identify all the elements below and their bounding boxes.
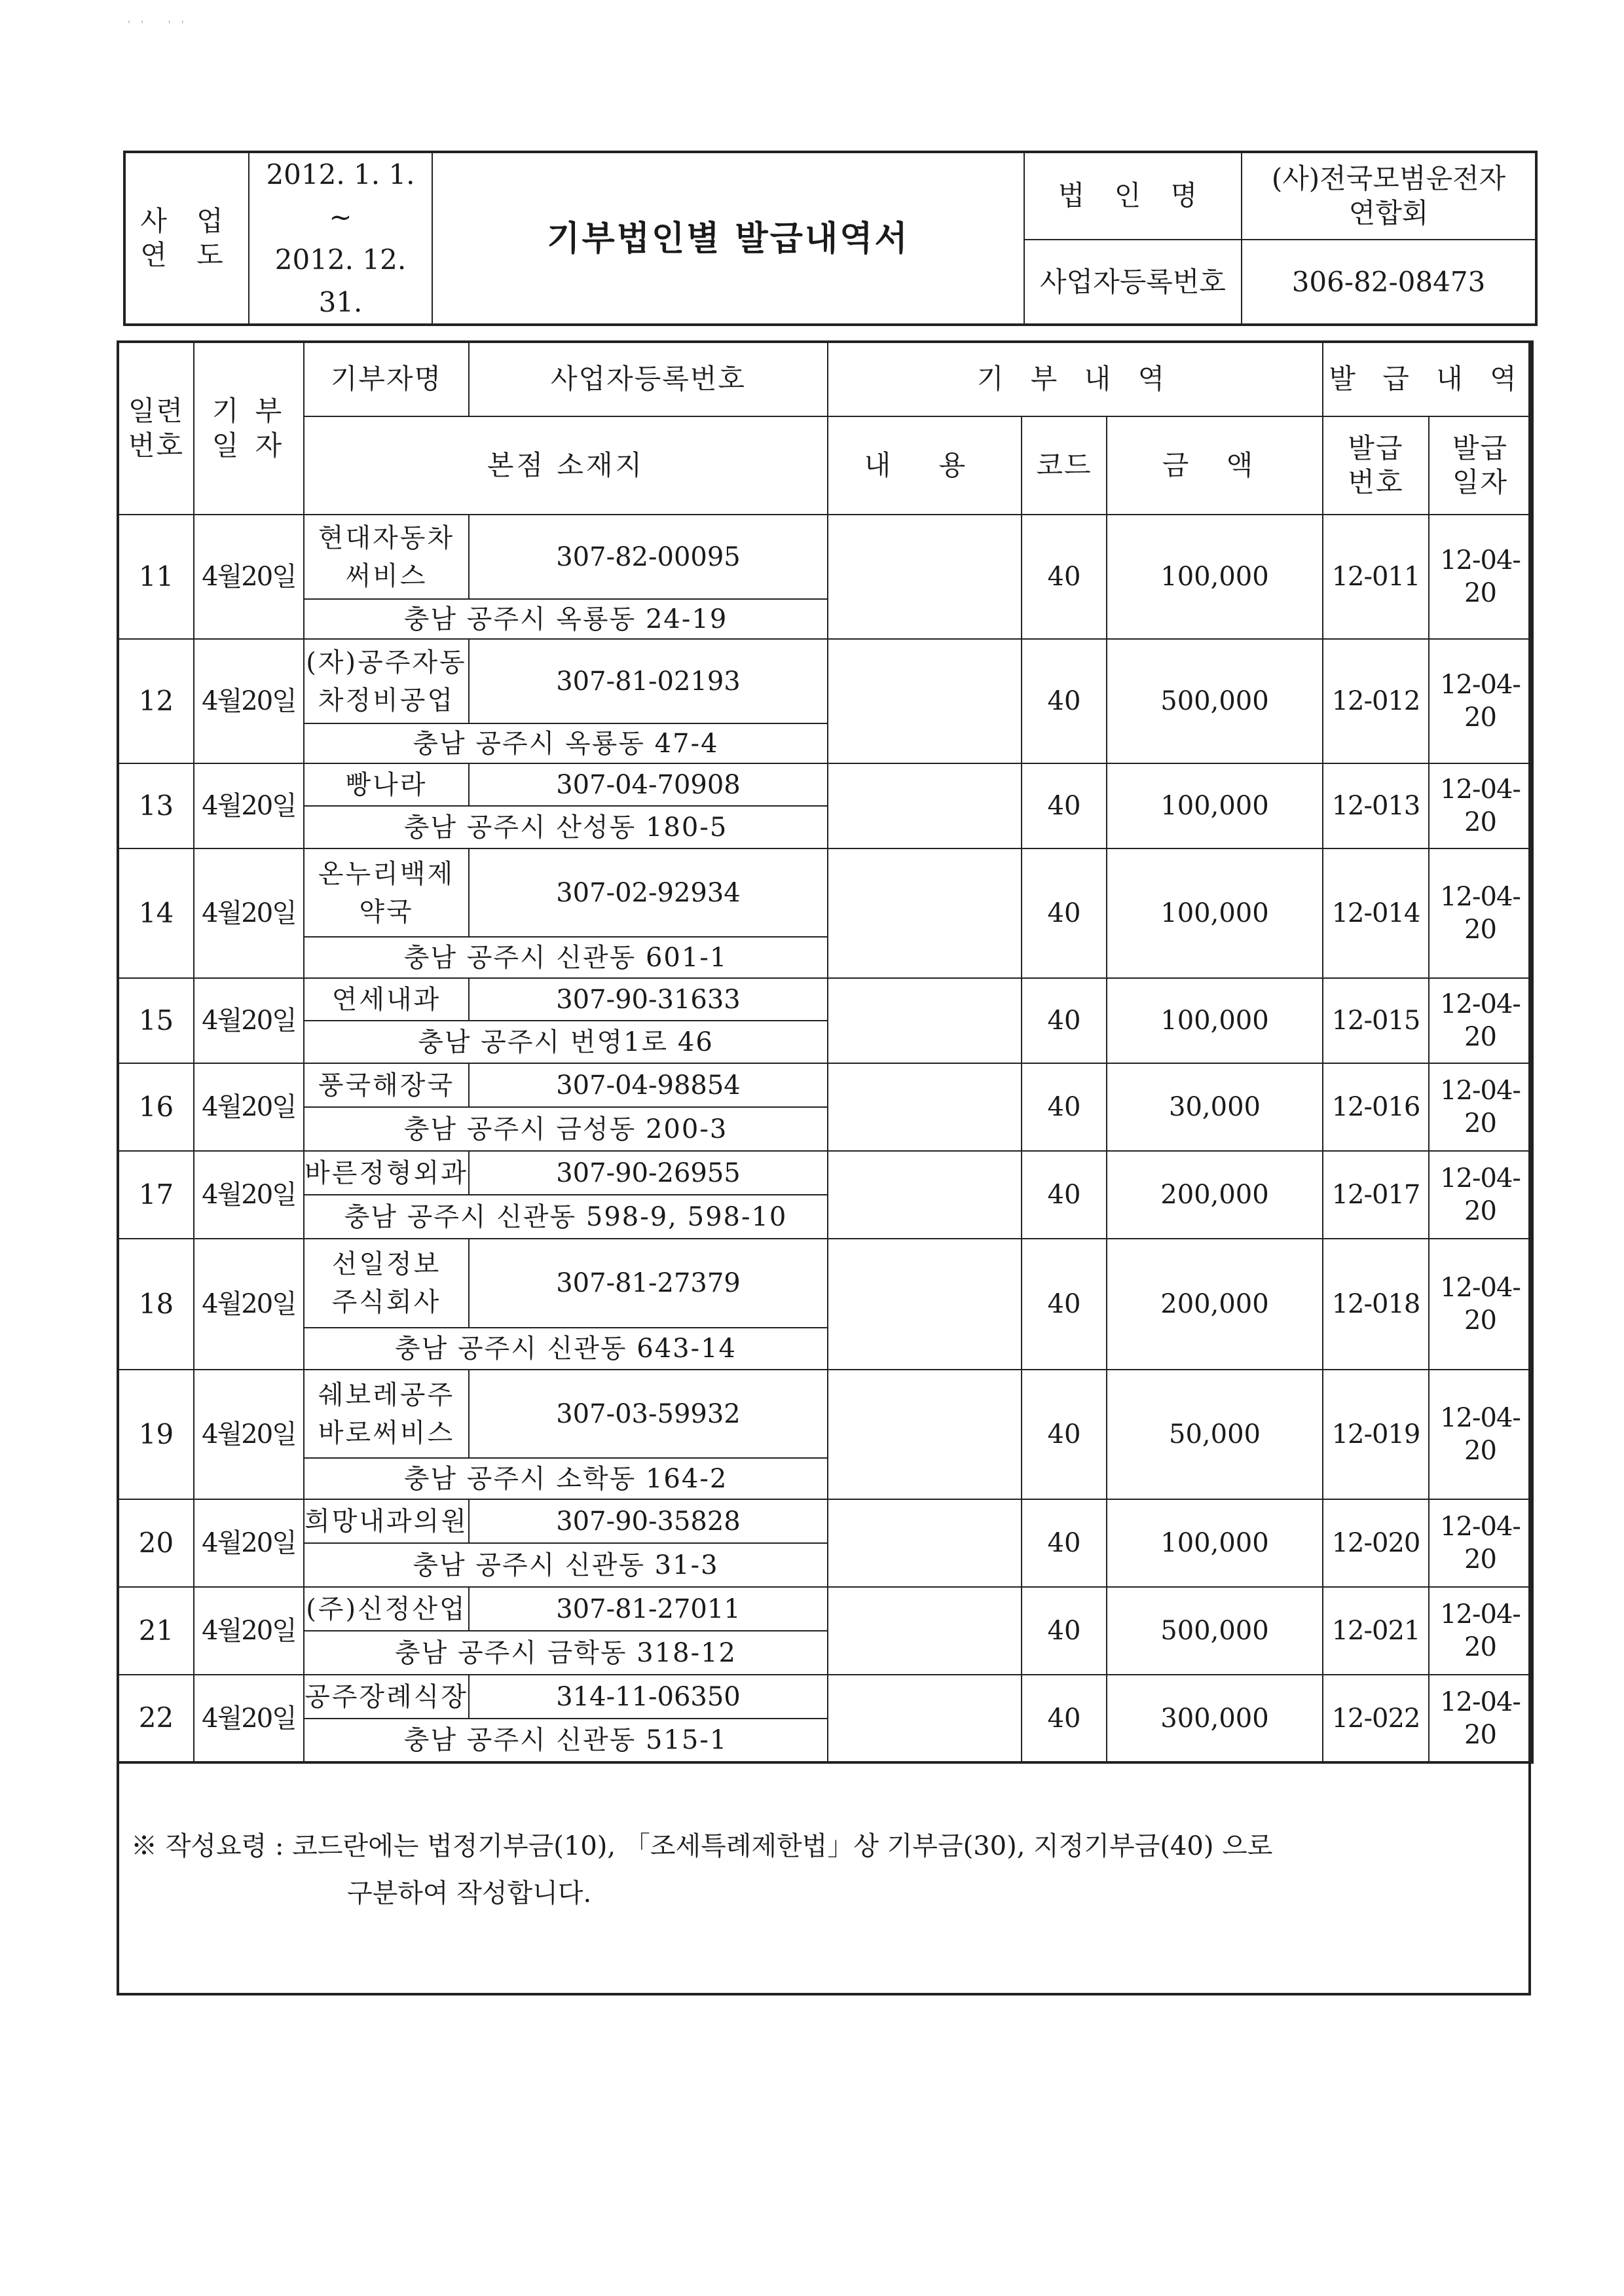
row-date: 4월20일 bbox=[194, 1063, 304, 1151]
table-row bbox=[118, 515, 1532, 599]
period-label: 사 업 연 도 bbox=[124, 152, 249, 325]
row-code: 40 bbox=[1022, 1675, 1107, 1762]
corp-name-value: (사)전국모범운전자 연합회 bbox=[1242, 152, 1536, 240]
row-reg-no: 307-90-26955 bbox=[469, 1151, 828, 1195]
row-address: 충남 공주시 옥룡동 24-19 bbox=[304, 599, 828, 639]
row-date: 4월20일 bbox=[194, 763, 304, 848]
corp-name-label: 법 인 명 bbox=[1024, 152, 1242, 240]
row-issue-date: 12-04-20 bbox=[1429, 1587, 1532, 1675]
row-content bbox=[828, 1587, 1022, 1675]
row-amount: 200,000 bbox=[1107, 1239, 1323, 1370]
issuance-table bbox=[117, 340, 1534, 1764]
row-issue-date: 12-04-20 bbox=[1429, 1063, 1532, 1151]
row-serial: 15 bbox=[118, 978, 194, 1063]
row-reg-no: 307-81-27379 bbox=[469, 1239, 828, 1328]
biz-no-value: 306-82-08473 bbox=[1242, 240, 1536, 325]
col-content: 내 용 bbox=[828, 416, 1022, 515]
table-row bbox=[118, 1675, 1532, 1719]
row-address: 충남 공주시 신관동 598-9, 598-10 bbox=[304, 1195, 828, 1239]
row-date: 4월20일 bbox=[194, 1587, 304, 1675]
row-date: 4월20일 bbox=[194, 1151, 304, 1239]
scan-specks: ' ' ' ' bbox=[128, 20, 188, 30]
row-content bbox=[828, 1499, 1022, 1587]
col-date: 기 부 일 자 bbox=[194, 342, 304, 515]
row-reg-no: 307-81-02193 bbox=[469, 639, 828, 723]
row-reg-no: 307-02-92934 bbox=[469, 848, 828, 937]
row-donor-name: 선일정보 주식회사 bbox=[304, 1239, 469, 1328]
row-content bbox=[828, 1239, 1022, 1370]
row-address: 충남 공주시 신관동 31-3 bbox=[304, 1543, 828, 1587]
col-address: 본점 소재지 bbox=[304, 416, 828, 515]
row-serial: 14 bbox=[118, 848, 194, 978]
row-address: 충남 공주시 산성동 180-5 bbox=[304, 806, 828, 848]
row-serial: 21 bbox=[118, 1587, 194, 1675]
row-code: 40 bbox=[1022, 1499, 1107, 1587]
row-code: 40 bbox=[1022, 639, 1107, 763]
table-row bbox=[118, 639, 1532, 723]
row-content bbox=[828, 848, 1022, 978]
row-date: 4월20일 bbox=[194, 1239, 304, 1370]
row-code: 40 bbox=[1022, 1370, 1107, 1499]
row-content bbox=[828, 1675, 1022, 1762]
row-donor-name: 공주장례식장 bbox=[304, 1675, 469, 1719]
row-serial: 22 bbox=[118, 1675, 194, 1762]
row-donor-name: 쉐보레공주 바로써비스 bbox=[304, 1370, 469, 1458]
table-row bbox=[118, 763, 1532, 806]
row-date: 4월20일 bbox=[194, 1675, 304, 1762]
row-code: 40 bbox=[1022, 1151, 1107, 1239]
header-table bbox=[123, 151, 1538, 326]
row-issue-date: 12-04-20 bbox=[1429, 515, 1532, 639]
table-body bbox=[118, 515, 1532, 1762]
row-donor-name: 현대자동차 써비스 bbox=[304, 515, 469, 599]
row-date: 4월20일 bbox=[194, 848, 304, 978]
document-title: 기부법인별 발급내역서 bbox=[432, 152, 1024, 325]
row-serial: 20 bbox=[118, 1499, 194, 1587]
row-amount: 100,000 bbox=[1107, 848, 1323, 978]
table-row bbox=[118, 1151, 1532, 1195]
table-row bbox=[118, 1063, 1532, 1107]
row-donor-name: 빵나라 bbox=[304, 763, 469, 806]
row-content bbox=[828, 763, 1022, 848]
col-donor: 기부자명 bbox=[304, 342, 469, 416]
table-row bbox=[118, 978, 1532, 1021]
row-issue-date: 12-04-20 bbox=[1429, 1675, 1532, 1762]
row-amount: 200,000 bbox=[1107, 1151, 1323, 1239]
col-serial: 일련 번호 bbox=[118, 342, 194, 515]
row-code: 40 bbox=[1022, 848, 1107, 978]
period-tilde: ~ bbox=[329, 201, 352, 234]
row-code: 40 bbox=[1022, 763, 1107, 848]
row-serial: 17 bbox=[118, 1151, 194, 1239]
row-address: 충남 공주시 옥룡동 47-4 bbox=[304, 723, 828, 763]
note-line-1: ※ 작성요령 : 코드란에는 법정기부금(10), 「조세특례제한법」상 기부금(30), 지정기부금(40) 으로 bbox=[131, 1831, 1273, 1861]
col-issue-no: 발급 번호 bbox=[1323, 416, 1429, 515]
period-start: 2012. 1. 1. bbox=[266, 158, 415, 191]
row-content bbox=[828, 1063, 1022, 1151]
row-issue-date: 12-04-20 bbox=[1429, 1151, 1532, 1239]
row-issue-date: 12-04-20 bbox=[1429, 1370, 1532, 1499]
note-line-2: 구분하여 작성합니다. bbox=[347, 1878, 592, 1908]
row-code: 40 bbox=[1022, 1587, 1107, 1675]
row-issue-no: 12-016 bbox=[1323, 1063, 1429, 1151]
row-serial: 12 bbox=[118, 639, 194, 763]
col-issue-date: 발급 일자 bbox=[1429, 416, 1532, 515]
row-donor-name: (자)공주자동 차정비공업 bbox=[304, 639, 469, 723]
table-row bbox=[118, 1370, 1532, 1458]
row-issue-no: 12-015 bbox=[1323, 978, 1429, 1063]
row-address: 충남 공주시 신관동 601-1 bbox=[304, 937, 828, 978]
writing-guide-note bbox=[131, 1823, 1519, 1917]
row-issue-date: 12-04-20 bbox=[1429, 763, 1532, 848]
row-amount: 100,000 bbox=[1107, 978, 1323, 1063]
table-row bbox=[118, 848, 1532, 937]
row-donor-name: 희망내과의원 bbox=[304, 1499, 469, 1543]
col-issue: 발 급 내 역 bbox=[1323, 342, 1532, 416]
row-issue-no: 12-020 bbox=[1323, 1499, 1429, 1587]
row-issue-no: 12-017 bbox=[1323, 1151, 1429, 1239]
row-amount: 100,000 bbox=[1107, 515, 1323, 639]
row-code: 40 bbox=[1022, 1063, 1107, 1151]
row-issue-no: 12-018 bbox=[1323, 1239, 1429, 1370]
biz-no-label: 사업자등록번호 bbox=[1024, 240, 1242, 325]
row-content bbox=[828, 639, 1022, 763]
row-serial: 16 bbox=[118, 1063, 194, 1151]
row-serial: 19 bbox=[118, 1370, 194, 1499]
col-donation: 기 부 내 역 bbox=[828, 342, 1323, 416]
row-issue-date: 12-04-20 bbox=[1429, 1499, 1532, 1587]
row-reg-no: 307-90-31633 bbox=[469, 978, 828, 1021]
row-donor-name: 바른정형외과 bbox=[304, 1151, 469, 1195]
row-date: 4월20일 bbox=[194, 978, 304, 1063]
row-donor-name: 온누리백제 약국 bbox=[304, 848, 469, 937]
row-address: 충남 공주시 금학동 318-12 bbox=[304, 1631, 828, 1675]
row-date: 4월20일 bbox=[194, 639, 304, 763]
row-address: 충남 공주시 번영1로 46 bbox=[304, 1021, 828, 1063]
row-amount: 100,000 bbox=[1107, 1499, 1323, 1587]
row-reg-no: 307-90-35828 bbox=[469, 1499, 828, 1543]
row-date: 4월20일 bbox=[194, 515, 304, 639]
row-amount: 30,000 bbox=[1107, 1063, 1323, 1151]
row-content bbox=[828, 978, 1022, 1063]
col-amount: 금 액 bbox=[1107, 416, 1323, 515]
row-serial: 11 bbox=[118, 515, 194, 639]
row-reg-no: 307-81-27011 bbox=[469, 1587, 828, 1631]
row-issue-date: 12-04-20 bbox=[1429, 639, 1532, 763]
row-reg-no: 307-82-00095 bbox=[469, 515, 828, 599]
row-address: 충남 공주시 신관동 643-14 bbox=[304, 1328, 828, 1370]
row-code: 40 bbox=[1022, 515, 1107, 639]
col-reg-no: 사업자등록번호 bbox=[469, 342, 828, 416]
row-issue-no: 12-012 bbox=[1323, 639, 1429, 763]
row-serial: 13 bbox=[118, 763, 194, 848]
row-content bbox=[828, 515, 1022, 639]
row-amount: 500,000 bbox=[1107, 1587, 1323, 1675]
table-row bbox=[118, 1499, 1532, 1543]
table-row bbox=[118, 1587, 1532, 1631]
row-date: 4월20일 bbox=[194, 1370, 304, 1499]
row-issue-no: 12-013 bbox=[1323, 763, 1429, 848]
row-amount: 100,000 bbox=[1107, 763, 1323, 848]
col-code: 코드 bbox=[1022, 416, 1107, 515]
period-end: 2012. 12. 31. bbox=[274, 244, 407, 319]
period-range bbox=[249, 152, 432, 325]
row-date: 4월20일 bbox=[194, 1499, 304, 1587]
row-donor-name: (주)신정산업 bbox=[304, 1587, 469, 1631]
row-donor-name: 풍국해장국 bbox=[304, 1063, 469, 1107]
row-amount: 300,000 bbox=[1107, 1675, 1323, 1762]
row-issue-date: 12-04-20 bbox=[1429, 978, 1532, 1063]
row-content bbox=[828, 1370, 1022, 1499]
row-address: 충남 공주시 신관동 515-1 bbox=[304, 1719, 828, 1762]
row-amount: 500,000 bbox=[1107, 639, 1323, 763]
row-code: 40 bbox=[1022, 978, 1107, 1063]
row-issue-no: 12-014 bbox=[1323, 848, 1429, 978]
row-issue-no: 12-022 bbox=[1323, 1675, 1429, 1762]
row-content bbox=[828, 1151, 1022, 1239]
row-reg-no: 307-04-70908 bbox=[469, 763, 828, 806]
row-reg-no: 307-03-59932 bbox=[469, 1370, 828, 1458]
row-address: 충남 공주시 소학동 164-2 bbox=[304, 1458, 828, 1499]
row-serial: 18 bbox=[118, 1239, 194, 1370]
row-code: 40 bbox=[1022, 1239, 1107, 1370]
row-issue-date: 12-04-20 bbox=[1429, 848, 1532, 978]
row-issue-no: 12-011 bbox=[1323, 515, 1429, 639]
row-issue-date: 12-04-20 bbox=[1429, 1239, 1532, 1370]
row-address: 충남 공주시 금성동 200-3 bbox=[304, 1107, 828, 1151]
row-donor-name: 연세내과 bbox=[304, 978, 469, 1021]
row-amount: 50,000 bbox=[1107, 1370, 1323, 1499]
table-row bbox=[118, 1239, 1532, 1328]
row-reg-no: 314-11-06350 bbox=[469, 1675, 828, 1719]
row-reg-no: 307-04-98854 bbox=[469, 1063, 828, 1107]
row-issue-no: 12-021 bbox=[1323, 1587, 1429, 1675]
row-issue-no: 12-019 bbox=[1323, 1370, 1429, 1499]
